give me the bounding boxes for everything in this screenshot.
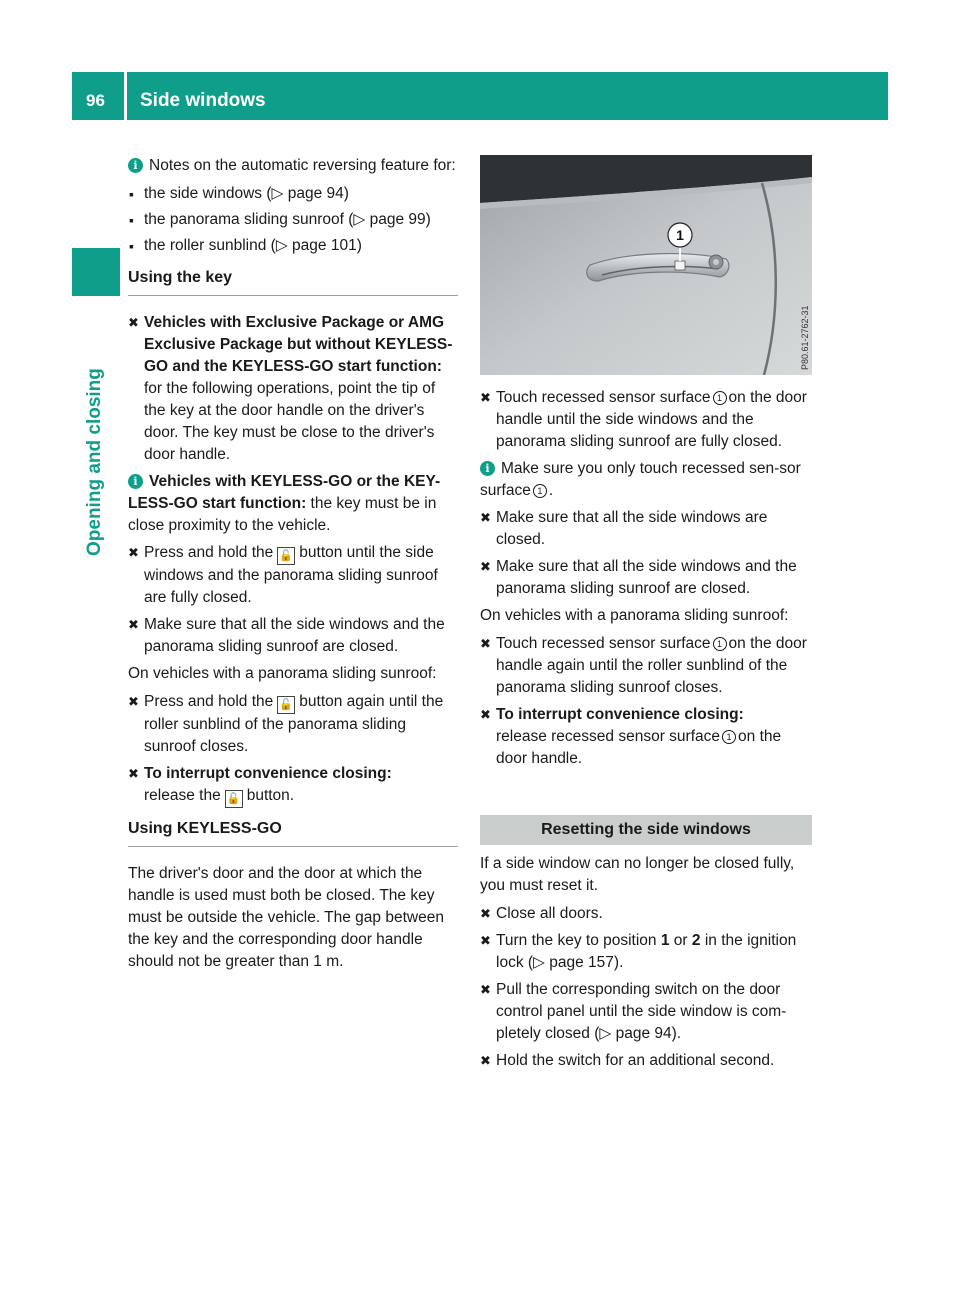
callout-icon: 1 bbox=[713, 637, 727, 651]
page-number: 96 bbox=[86, 91, 105, 110]
section-heading-reset: Resetting the side windows bbox=[480, 815, 812, 845]
list-item: ▪ the side windows (▷ page 94) bbox=[128, 183, 458, 205]
door-handle-photo bbox=[480, 155, 812, 375]
step-pull-switch: ✖ Pull the corresponding switch on the door control panel until the side window is com-pletely closed (▷ page 94). bbox=[480, 981, 787, 1042]
step-marker-icon: ✖ bbox=[480, 1053, 491, 1068]
section-heading-key: Using the key bbox=[128, 267, 458, 296]
bullet-icon: ▪ bbox=[129, 238, 134, 254]
step-turn-key: ✖ Turn the key to position 1 or 2 in the ignition lock (▷ page 157). bbox=[480, 932, 797, 971]
section-heading-keyless: Using KEYLESS-GO bbox=[128, 818, 458, 847]
step-marker-icon: ✖ bbox=[480, 982, 491, 997]
step-marker-icon: ✖ bbox=[128, 617, 139, 632]
header-divider bbox=[124, 72, 127, 120]
photo-code: P80.61-2762-31 bbox=[800, 305, 810, 370]
page-header bbox=[72, 72, 888, 120]
list-item: ▪ the roller sunblind (▷ page 101) bbox=[128, 235, 458, 257]
photo-callout: 1 bbox=[676, 227, 684, 243]
step-touch-sensor: ✖ Touch recessed sensor surface 1 on the door handle until the side windows and the panorama sliding sunroof are fully closed. bbox=[480, 389, 807, 450]
step-marker-icon: ✖ bbox=[480, 906, 491, 921]
step-marker-icon: ✖ bbox=[128, 766, 139, 781]
step-make-sure-closed: ✖ Make sure that all the side windows are closed. bbox=[480, 509, 768, 548]
step-exclusive: ✖ Vehicles with Exclusive Package or AMG Exclusive Package but without KEYLESS-GO and the KEYLESS-GO start function: for the following operations, point the tip of the key at the door handle on the driver's door. The key must be close to the driver's door handle. bbox=[128, 314, 453, 463]
right-column bbox=[480, 155, 812, 1077]
step-hold-switch: ✖ Hold the switch for an additional second. bbox=[480, 1050, 812, 1072]
note-intro: Notes on the automatic reversing feature for: bbox=[149, 157, 456, 174]
info-keyless: i Vehicles with KEYLESS-GO or the KEY-LESS-GO start function: the key must be in close proximity to the vehicle. bbox=[128, 473, 441, 534]
callout-icon: 1 bbox=[533, 484, 547, 498]
step-marker-icon: ✖ bbox=[128, 545, 139, 560]
step-marker-icon: ✖ bbox=[480, 636, 491, 651]
bullet-icon: ▪ bbox=[129, 212, 134, 228]
step-marker-icon: ✖ bbox=[128, 315, 139, 330]
reset-intro: If a side window can no longer be closed fully, you must reset it. bbox=[480, 855, 795, 894]
step-marker-icon: ✖ bbox=[480, 390, 491, 405]
keyless-paragraph: The driver's door and the door at which the handle is used must both be closed. The key must be outside the vehicle. The gap between the key and the corresponding door handle should not be greater than 1 m. bbox=[128, 865, 444, 970]
step-marker-icon: ✖ bbox=[480, 559, 491, 574]
step-marker-icon: ✖ bbox=[480, 933, 491, 948]
page-title: Side windows bbox=[140, 90, 266, 111]
step-press-hold: ✖ Press and hold the 🔓 button until the side windows and the panorama sliding sunroof are fully closed. bbox=[128, 544, 438, 606]
step-interrupt: ✖ To interrupt convenience closing: release the 🔓 button. bbox=[128, 763, 458, 808]
panorama-intro: On vehicles with a panorama sliding sunroof: bbox=[128, 665, 437, 682]
unlock-icon: 🔓 bbox=[277, 696, 295, 714]
step-marker-icon: ✖ bbox=[480, 510, 491, 525]
unlock-icon: 🔓 bbox=[225, 790, 243, 808]
step-make-sure: ✖ Make sure that all the side windows and the panorama sliding sunroof are closed. bbox=[128, 616, 445, 655]
info-note bbox=[128, 155, 458, 177]
chapter-label: Opening and closing bbox=[84, 368, 105, 556]
step-interrupt: ✖ To interrupt convenience closing: release recessed sensor surface 1 on the door handle. bbox=[480, 706, 782, 767]
list-item: ▪ the panorama sliding sunroof (▷ page 99) bbox=[128, 209, 458, 231]
info-icon: i bbox=[480, 461, 495, 476]
info-icon: i bbox=[128, 474, 143, 489]
bullet-icon: ▪ bbox=[129, 186, 134, 202]
step-close-doors: ✖ Close all doors. bbox=[480, 903, 812, 925]
step-make-sure-all: ✖ Make sure that all the side windows and the panorama sliding sunroof are closed. bbox=[480, 558, 797, 597]
step-press-hold-again: ✖ Press and hold the 🔓 button again until the roller sunblind of the panorama sliding sunroof closes. bbox=[128, 693, 444, 755]
callout-icon: 1 bbox=[713, 391, 727, 405]
info-icon: i bbox=[128, 158, 143, 173]
info-touch-only: i Make sure you only touch recessed sen-sor surface 1 . bbox=[480, 460, 801, 499]
step-touch-again: ✖ Touch recessed sensor surface 1 on the door handle again until the roller sunblind of the panorama sliding sunroof closes. bbox=[480, 635, 807, 696]
unlock-icon: 🔓 bbox=[277, 547, 295, 565]
left-column bbox=[128, 155, 458, 979]
chapter-tab bbox=[72, 248, 120, 296]
panorama-intro: On vehicles with a panorama sliding sunroof: bbox=[480, 607, 789, 624]
step-marker-icon: ✖ bbox=[128, 694, 139, 709]
callout-icon: 1 bbox=[722, 730, 736, 744]
step-marker-icon: ✖ bbox=[480, 707, 491, 722]
